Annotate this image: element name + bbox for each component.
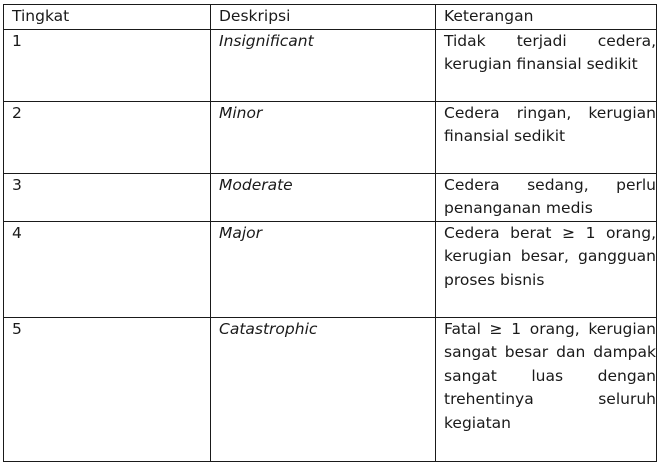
level-cell: 1 xyxy=(4,29,211,101)
remark-cell: Cedera ringan, kerugian finansial sedikit xyxy=(436,101,657,173)
level-cell: 5 xyxy=(4,317,211,461)
description-cell xyxy=(211,173,436,221)
description-text: Catastrophic xyxy=(219,319,318,338)
remark-cell: Cedera sedang, perlu penanganan medis xyxy=(436,173,657,221)
remark-cell: Tidak terjadi cedera, kerugian finansial sedikit xyxy=(436,29,657,101)
remark-cell: Cedera berat ≥ 1 orang, kerugian besar, gangguan proses bisnis xyxy=(436,221,657,317)
description-cell xyxy=(211,101,436,173)
header-remark: Keterangan xyxy=(436,5,657,30)
description-cell xyxy=(211,317,436,461)
table-row xyxy=(4,173,657,221)
table-row xyxy=(4,101,657,173)
level-cell: 3 xyxy=(4,173,211,221)
remark-cell: Fatal ≥ 1 orang, kerugian sangat besar dan dampak sangat luas dengan trehentinya seluruh kegiatan xyxy=(436,317,657,461)
description-text: Minor xyxy=(219,103,263,122)
description-text: Major xyxy=(219,223,263,242)
level-cell: 4 xyxy=(4,221,211,317)
description-text: Insignificant xyxy=(219,31,314,50)
risk-level-table xyxy=(3,4,657,462)
table-row xyxy=(4,221,657,317)
level-cell: 2 xyxy=(4,101,211,173)
description-text: Moderate xyxy=(219,175,293,194)
table-row xyxy=(4,29,657,101)
description-cell xyxy=(211,29,436,101)
description-cell xyxy=(211,221,436,317)
header-level: Tingkat xyxy=(4,5,211,30)
header-description: Deskripsi xyxy=(211,5,436,30)
table-row xyxy=(4,317,657,461)
table-header-row xyxy=(4,5,657,30)
